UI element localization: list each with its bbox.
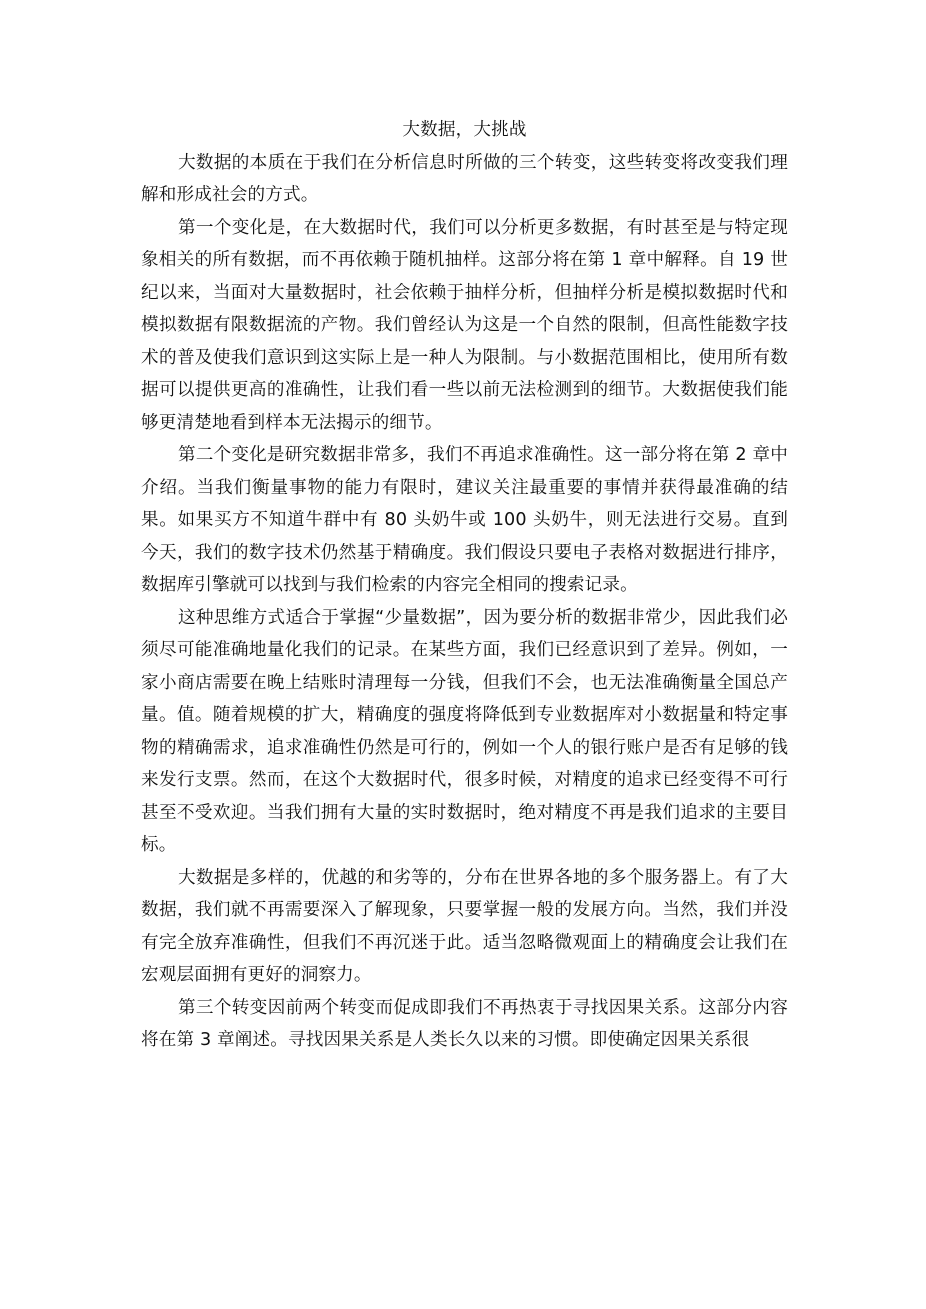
document-title: 大数据，大挑战 xyxy=(402,120,527,140)
paragraph-first-change: 第一个变化是，在大数据时代，我们可以分析更多数据，有时甚至是与特定现象相关的所有数据，而不再依赖于随机抽样。这部分将在第 1 章中解释。自 19 世纪以来，当面对大量数据时，社会依赖于抽样分析，但抽样分析是模拟数据时代和模拟数据有限数据流的产物。我们曾经认为这是一个自然的限制，但高性能数字技术的普及使我们意识到这实际上是一种人为限制。与小数据范围相比，使用所有数据可以提供更高的准确性，让我们看一些以前无法检测到的细节。大数据使我们能够更清楚地看到样本无法揭示的细节。 xyxy=(141,217,788,433)
document-body xyxy=(141,114,788,1057)
paragraph-small-data: 这种思维方式适合于掌握“少量数据”，因为要分析的数据非常少，因此我们必须尽可能准确地量化我们的记录。在某些方面，我们已经意识到了差异。例如，一家小商店需要在晚上结账时清理每一分钱，但我们不会，也无法准确衡量全国总产量。值。随着规模的扩大，精确度的强度将降低到专业数据库对小数据量和特定事物的精确需求，追求准确性仍然是可行的，例如一个人的银行账户是否有足够的钱来发行支票。然而，在这个大数据时代，很多时候，对精度的追求已经变得不可行甚至不受欢迎。当我们拥有大量的实时数据时，绝对精度不再是我们追求的主要目标。 xyxy=(141,607,788,855)
paragraph-diversity: 大数据是多样的，优越的和劣等的，分布在世界各地的多个服务器上。有了大数据，我们就不再需要深入了解现象，只要掌握一般的发展方向。当然，我们并没有完全放弃准确性，但我们不再沉迷于此。适当忽略微观面上的精确度会让我们在宏观层面拥有更好的洞察力。 xyxy=(141,867,788,985)
paragraph-third-change: 第三个转变因前两个转变而促成即我们不再热衷于寻找因果关系。这部分内容将在第 3 章阐述。寻找因果关系是人类长久以来的习惯。即使确定因果关系很 xyxy=(141,997,788,1050)
paragraph-intro: 大数据的本质在于我们在分析信息时所做的三个转变，这些转变将改变我们理解和形成社会的方式。 xyxy=(141,152,788,205)
paragraph-second-change: 第二个变化是研究数据非常多，我们不再追求准确性。这一部分将在第 2 章中介绍。当我们衡量事物的能力有限时，建议关注最重要的事情并获得最准确的结果。如果买方不知道牛群中有 80 头奶牛或 100 头奶牛，则无法进行交易。直到今天，我们的数字技术仍然基于精确度。我们假设只要电子表格对数据进行排序，数据库引擎就可以找到与我们检索的内容完全相同的搜索记录。 xyxy=(141,445,788,595)
